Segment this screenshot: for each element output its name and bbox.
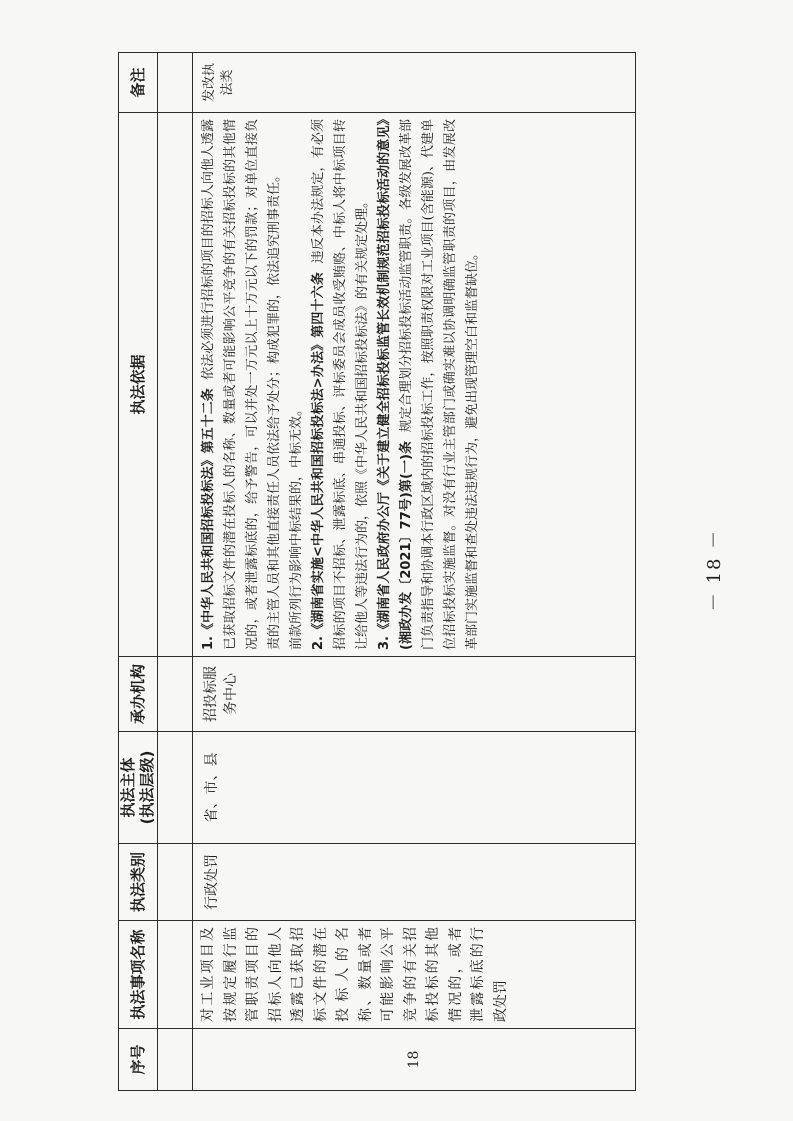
page-number — [693, 510, 733, 630]
table-header-row — [119, 53, 158, 1091]
page-number-text: － 18 － — [704, 528, 726, 612]
enforcement-table — [118, 52, 636, 1091]
basis-article-2: 第四十六条 — [311, 272, 326, 338]
basis-text-1b: 前款所列行为影响中标结果的，中标无效。 — [289, 402, 304, 650]
basis-law-title-1: 1.《中华人民共和国招标投标法》 — [201, 453, 216, 650]
basis-paragraph-2 — [308, 119, 374, 650]
header-org: 承办机构 — [119, 657, 158, 732]
basis-law-title-2: 2.《湖南省实施<中华人民共和国招标投标法>办法》 — [311, 337, 326, 650]
header-body — [119, 732, 158, 844]
basis-text-3: 规定合理划分招标投标活动监管职责。各级发展改革部门负责指导和协调本行政区域内的招标投标工作，按照职责权限对工业项目(含能源)、代建单位招标投标实施监督。对没有行业主管部门或确实难以协调明确监管职责的项目，由发展改革部门实施监督和查处违法违规行为，避免出现管理空白和监督缺位。 — [399, 119, 480, 650]
row-item-name: 对工业项目及按规定履行监管职责项目的招标人向他人透露已获取招标文件的潜在投标人的名称、数量或者可能影响公平竞争的有关招标投标的其他情况的，或者泄露标底的行政处罚 — [193, 921, 636, 1029]
table-row — [193, 53, 636, 1091]
blank-cell — [158, 657, 193, 732]
basis-paragraph-1 — [198, 119, 286, 650]
header-body-line1: 执法主体 — [119, 757, 137, 818]
row-enforcement-body: 省、市、县 — [193, 732, 636, 844]
row-legal-basis — [193, 113, 636, 657]
blank-cell — [158, 732, 193, 844]
header-body-line2: (执法层级) — [138, 750, 156, 825]
blank-cell — [158, 53, 193, 113]
table-blank-row — [158, 53, 193, 1091]
header-name: 执法事项名称 — [119, 921, 158, 1029]
basis-law-title-3: 3.《湖南省人民政府办公厅《关于建立健全招标投标监管长效机制规范招标投标活动的意见》(湘政办发〔2021〕77号) — [377, 119, 414, 650]
header-seq: 序号 — [119, 1029, 158, 1091]
blank-cell — [158, 844, 193, 921]
blank-cell — [158, 113, 193, 657]
basis-text-2: 违反本办法规定，有必须招标的项目不招标、泄露标底、串通投标、评标委员会成员收受贿赂、中标人将中标项目转让给他人等违法行为的，依照《中华人民共和国招标投标法》的有关规定处理。 — [311, 119, 370, 650]
blank-cell — [158, 1029, 193, 1091]
row-handling-org: 招投标服务中心 — [193, 657, 636, 732]
header-basis: 执法依据 — [119, 113, 158, 657]
enforcement-table-rotated — [118, 53, 636, 1091]
row-note: 发改执法类 — [193, 53, 636, 113]
basis-paragraph-3 — [374, 119, 484, 650]
basis-text-1: 依法必须进行招标的项目的招标人向他人透露已获取招标文件的潜在投标人的名称、数量或者可能影响公平竞争的有关招标投标的其他情况的，或者泄露标底的，给予警告，可以并处一万元以上十万元以下的罚款；对单位直接负责的主管人员和其他直接责任人员依法给予处分；构成犯罪的，依法追究刑事责任。 — [201, 118, 282, 650]
basis-article-1: 第五十二条 — [201, 388, 216, 454]
row-enforcement-type: 行政处罚 — [193, 844, 636, 921]
blank-cell — [158, 921, 193, 1029]
basis-article-3: 第(一)条 — [399, 440, 414, 493]
header-type: 执法类别 — [119, 844, 158, 921]
row-seq: 18 — [193, 1029, 636, 1091]
header-note: 备注 — [119, 53, 158, 113]
basis-paragraph-1b — [286, 119, 308, 650]
